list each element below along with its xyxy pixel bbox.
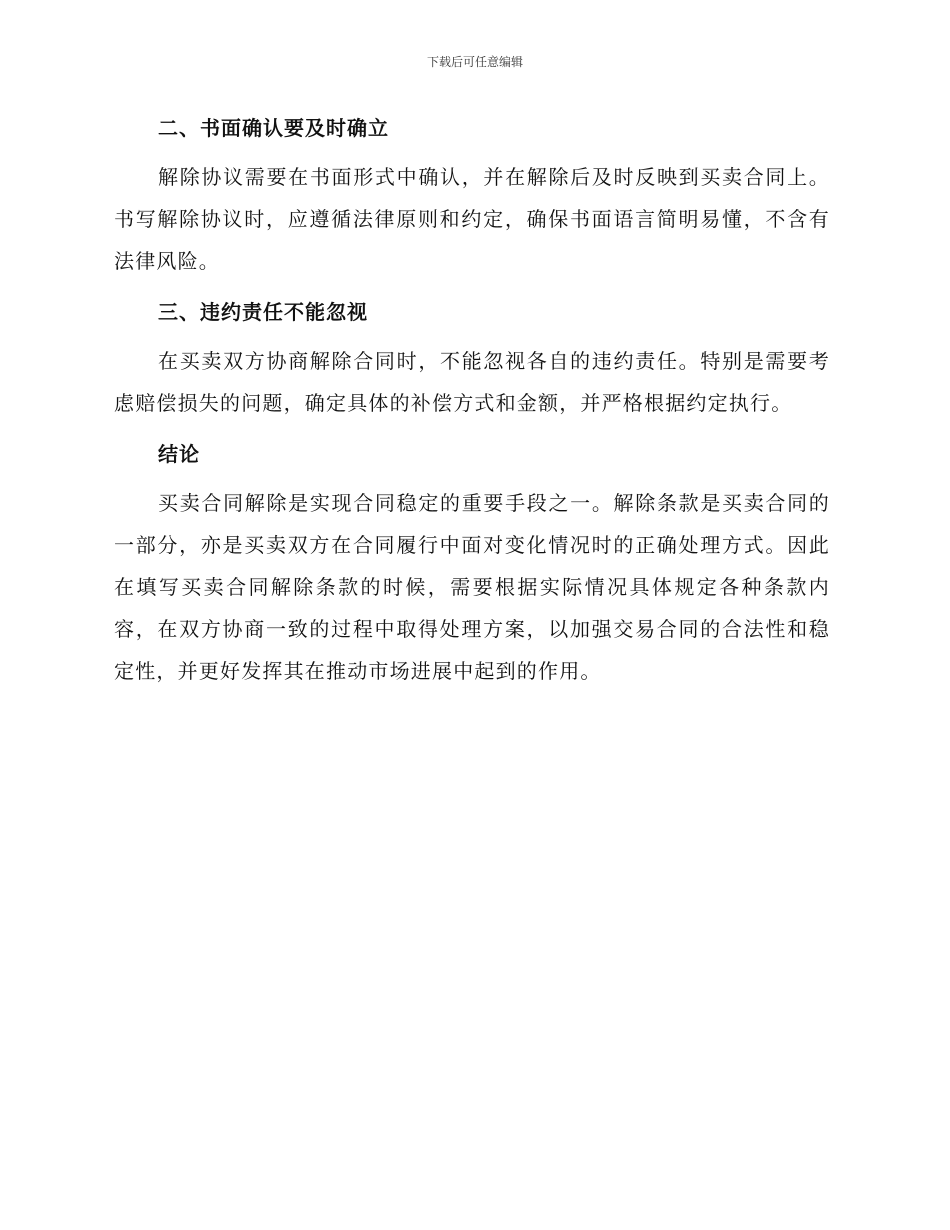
section-heading-conclusion: 结论	[158, 442, 200, 466]
section-paragraph-conclusion: 买卖合同解除是实现合同稳定的重要手段之一。解除条款是买卖合同的一部分，亦是买卖双方在合同履行中面对变化情况时的正确处理方式。因此在填写买卖合同解除条款的时候，需要根据实际情况具体规定各种条款内容，在双方协商一致的过程中取得处理方案，以加强交易合同的合法性和稳定性，并更好发挥其在推动市场进展中起到的作用。	[114, 491, 830, 683]
document-body	[114, 110, 830, 704]
section-heading-confirmation: 二、书面确认要及时确立	[158, 116, 389, 140]
section-heading-liability: 三、违约责任不能忽视	[158, 300, 368, 324]
section-paragraph-liability: 在买卖双方协商解除合同时，不能忽视各自的违约责任。特别是需要考虑赔偿损失的问题，确定具体的补偿方式和金额，并严格根据约定执行。	[114, 349, 830, 415]
page-header: 下载后可任意编辑	[426, 55, 523, 69]
section-paragraph-confirmation: 解除协议需要在书面形式中确认，并在解除后及时反映到买卖合同上。书写解除协议时，应遵循法律原则和约定，确保书面语言简明易懂，不含有法律风险。	[114, 165, 830, 273]
